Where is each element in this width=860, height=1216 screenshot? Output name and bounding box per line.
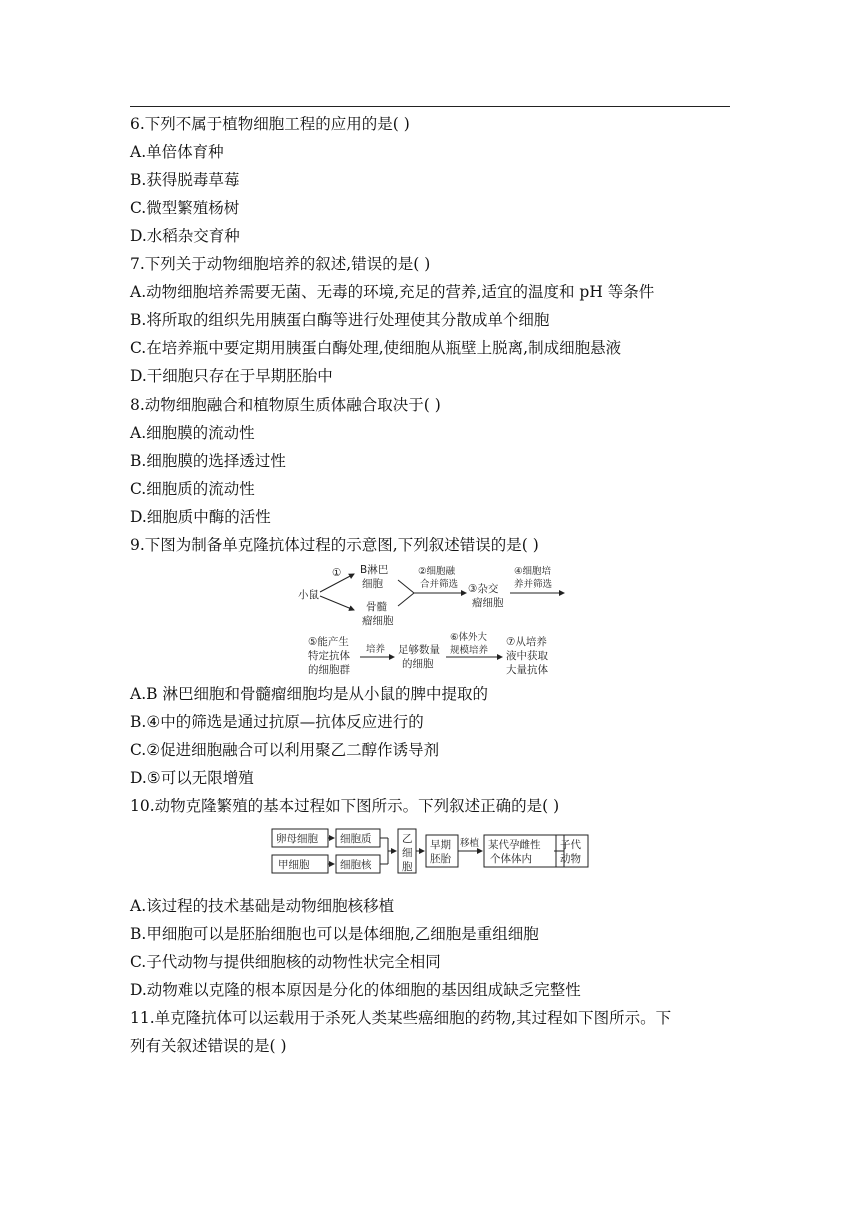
figure-monoclonal-antibody: [290, 560, 580, 682]
q8-option-c: C.细胞质的流动性: [130, 480, 255, 498]
q8-option-b: B.细胞膜的选择透过性: [130, 452, 286, 470]
fig9-myeloma-1: 骨髓: [366, 601, 387, 613]
q9-option-d: D.⑤可以无限增殖: [130, 769, 254, 787]
fig9-step2-2: 合并筛选: [420, 579, 459, 590]
q10-option-a: A.该过程的技术基础是动物细胞核移植: [130, 897, 395, 915]
q8-option-d: D.细胞质中酶的活性: [130, 508, 271, 526]
fig9-b-cell-1: B淋巴: [360, 564, 389, 576]
q9-stem: 9.下图为制备单克隆抗体过程的示意图,下列叙述错误的是( ): [130, 536, 539, 554]
q10-option-c: C.子代动物与提供细胞核的动物性状完全相同: [130, 953, 441, 971]
q8-option-a: A.细胞膜的流动性: [130, 424, 255, 442]
header-rule: [130, 106, 730, 107]
fig9-step4-2: 养并筛选: [514, 579, 553, 590]
fig9-step6-1: ⑥体外大: [450, 632, 488, 643]
fig9-step1: ①: [332, 567, 342, 579]
q9-option-c: C.②促进细胞融合可以利用聚乙二醇作诱导剂: [130, 741, 440, 759]
fig10-early-2: 胚胎: [430, 853, 451, 865]
fig9-culture: 培养: [366, 644, 386, 655]
fig10-cytoplasm: 细胞质: [340, 833, 372, 845]
q10-option-d: D.动物难以克隆的根本原因是分化的体细胞的基因组成缺乏完整性: [130, 981, 581, 999]
fig9-step7-1: ⑦从培养: [506, 636, 547, 648]
fig10-oocyte: 卵母细胞: [276, 833, 318, 845]
fig9-step5-3: 的细胞群: [308, 664, 350, 676]
fig9-enough-1: 足够数量: [398, 644, 440, 656]
q7-stem: 7.下列关于动物细胞培养的叙述,错误的是( ): [130, 255, 431, 273]
fig9-step5-2: 特定抗体: [308, 650, 350, 662]
fig9-step7-3: 大量抗体: [506, 664, 548, 676]
q6-option-b: B.获得脱毒草莓: [130, 171, 240, 189]
fig9-step5-1: ⑤能产生: [308, 636, 349, 648]
q7-option-d: D.干细胞只存在于早期胚胎中: [130, 367, 333, 385]
q7-option-b: B.将所取的组织先用胰蛋白酶等进行处理使其分散成单个细胞: [130, 311, 550, 329]
q10-stem: 10.动物克隆繁殖的基本过程如下图所示。下列叙述正确的是( ): [130, 797, 560, 815]
fig9-step2-1: ②细胞融: [418, 566, 456, 577]
q6-option-c: C.微型繁殖杨树: [130, 199, 240, 217]
q11-stem-line2: 列有关叙述错误的是( ): [130, 1037, 287, 1055]
fig9-b-cell-2: 细胞: [362, 578, 383, 590]
fig9-enough-2: 的细胞: [402, 658, 434, 670]
fig10-cell-jia: 甲细胞: [278, 859, 310, 871]
fig10-transplant: 移植: [460, 838, 480, 849]
q6-option-a: A.单倍体育种: [130, 143, 224, 161]
fig10-offspring-1: 子代: [560, 839, 581, 851]
figure-animal-cloning: [270, 826, 592, 876]
q9-option-b: B.④中的筛选是通过抗原—抗体反应进行的: [130, 713, 424, 731]
fig9-step3-1: ③杂交: [468, 583, 499, 595]
fig10-nucleus: 细胞核: [340, 859, 372, 871]
fig9-step3-2: 瘤细胞: [472, 597, 504, 609]
q6-option-d: D.水稻杂交育种: [130, 227, 240, 245]
q11-stem-line1: 11.单克隆抗体可以运载用于杀死人类某些癌细胞的药物,其过程如下图所示。下: [130, 1009, 672, 1027]
fig10-offspring-2: 动物: [560, 853, 581, 865]
fig9-myeloma-2: 瘤细胞: [362, 615, 394, 627]
q6-stem: 6.下列不属于植物细胞工程的应用的是( ): [130, 115, 410, 133]
fig10-yi-2: 细: [402, 847, 413, 859]
fig9-step6-2: 规模培养: [450, 645, 489, 656]
q7-option-c: C.在培养瓶中要定期用胰蛋白酶处理,使细胞从瓶壁上脱离,制成细胞悬液: [130, 339, 622, 357]
q9-option-a: A.B 淋巴细胞和骨髓瘤细胞均是从小鼠的脾中提取的: [130, 685, 488, 703]
q10-option-b: B.甲细胞可以是胚胎细胞也可以是体细胞,乙细胞是重组细胞: [130, 925, 539, 943]
q7-option-a: A.动物细胞培养需要无菌、无毒的环境,充足的营养,适宜的温度和 pH 等条件: [130, 283, 655, 301]
fig9-step4-1: ④细胞培: [514, 566, 552, 577]
fig10-female-1: 某代孕雌性: [488, 839, 541, 851]
q8-stem: 8.动物细胞融合和植物原生质体融合取决于( ): [130, 396, 441, 414]
fig9-step7-2: 液中获取: [506, 650, 548, 662]
fig10-female-2: 个体体内: [490, 853, 532, 865]
fig9-mouse: 小鼠: [298, 589, 319, 601]
fig10-yi-1: 乙: [402, 833, 413, 845]
fig10-early-1: 早期: [430, 839, 451, 851]
fig10-yi-3: 胞: [402, 861, 413, 873]
